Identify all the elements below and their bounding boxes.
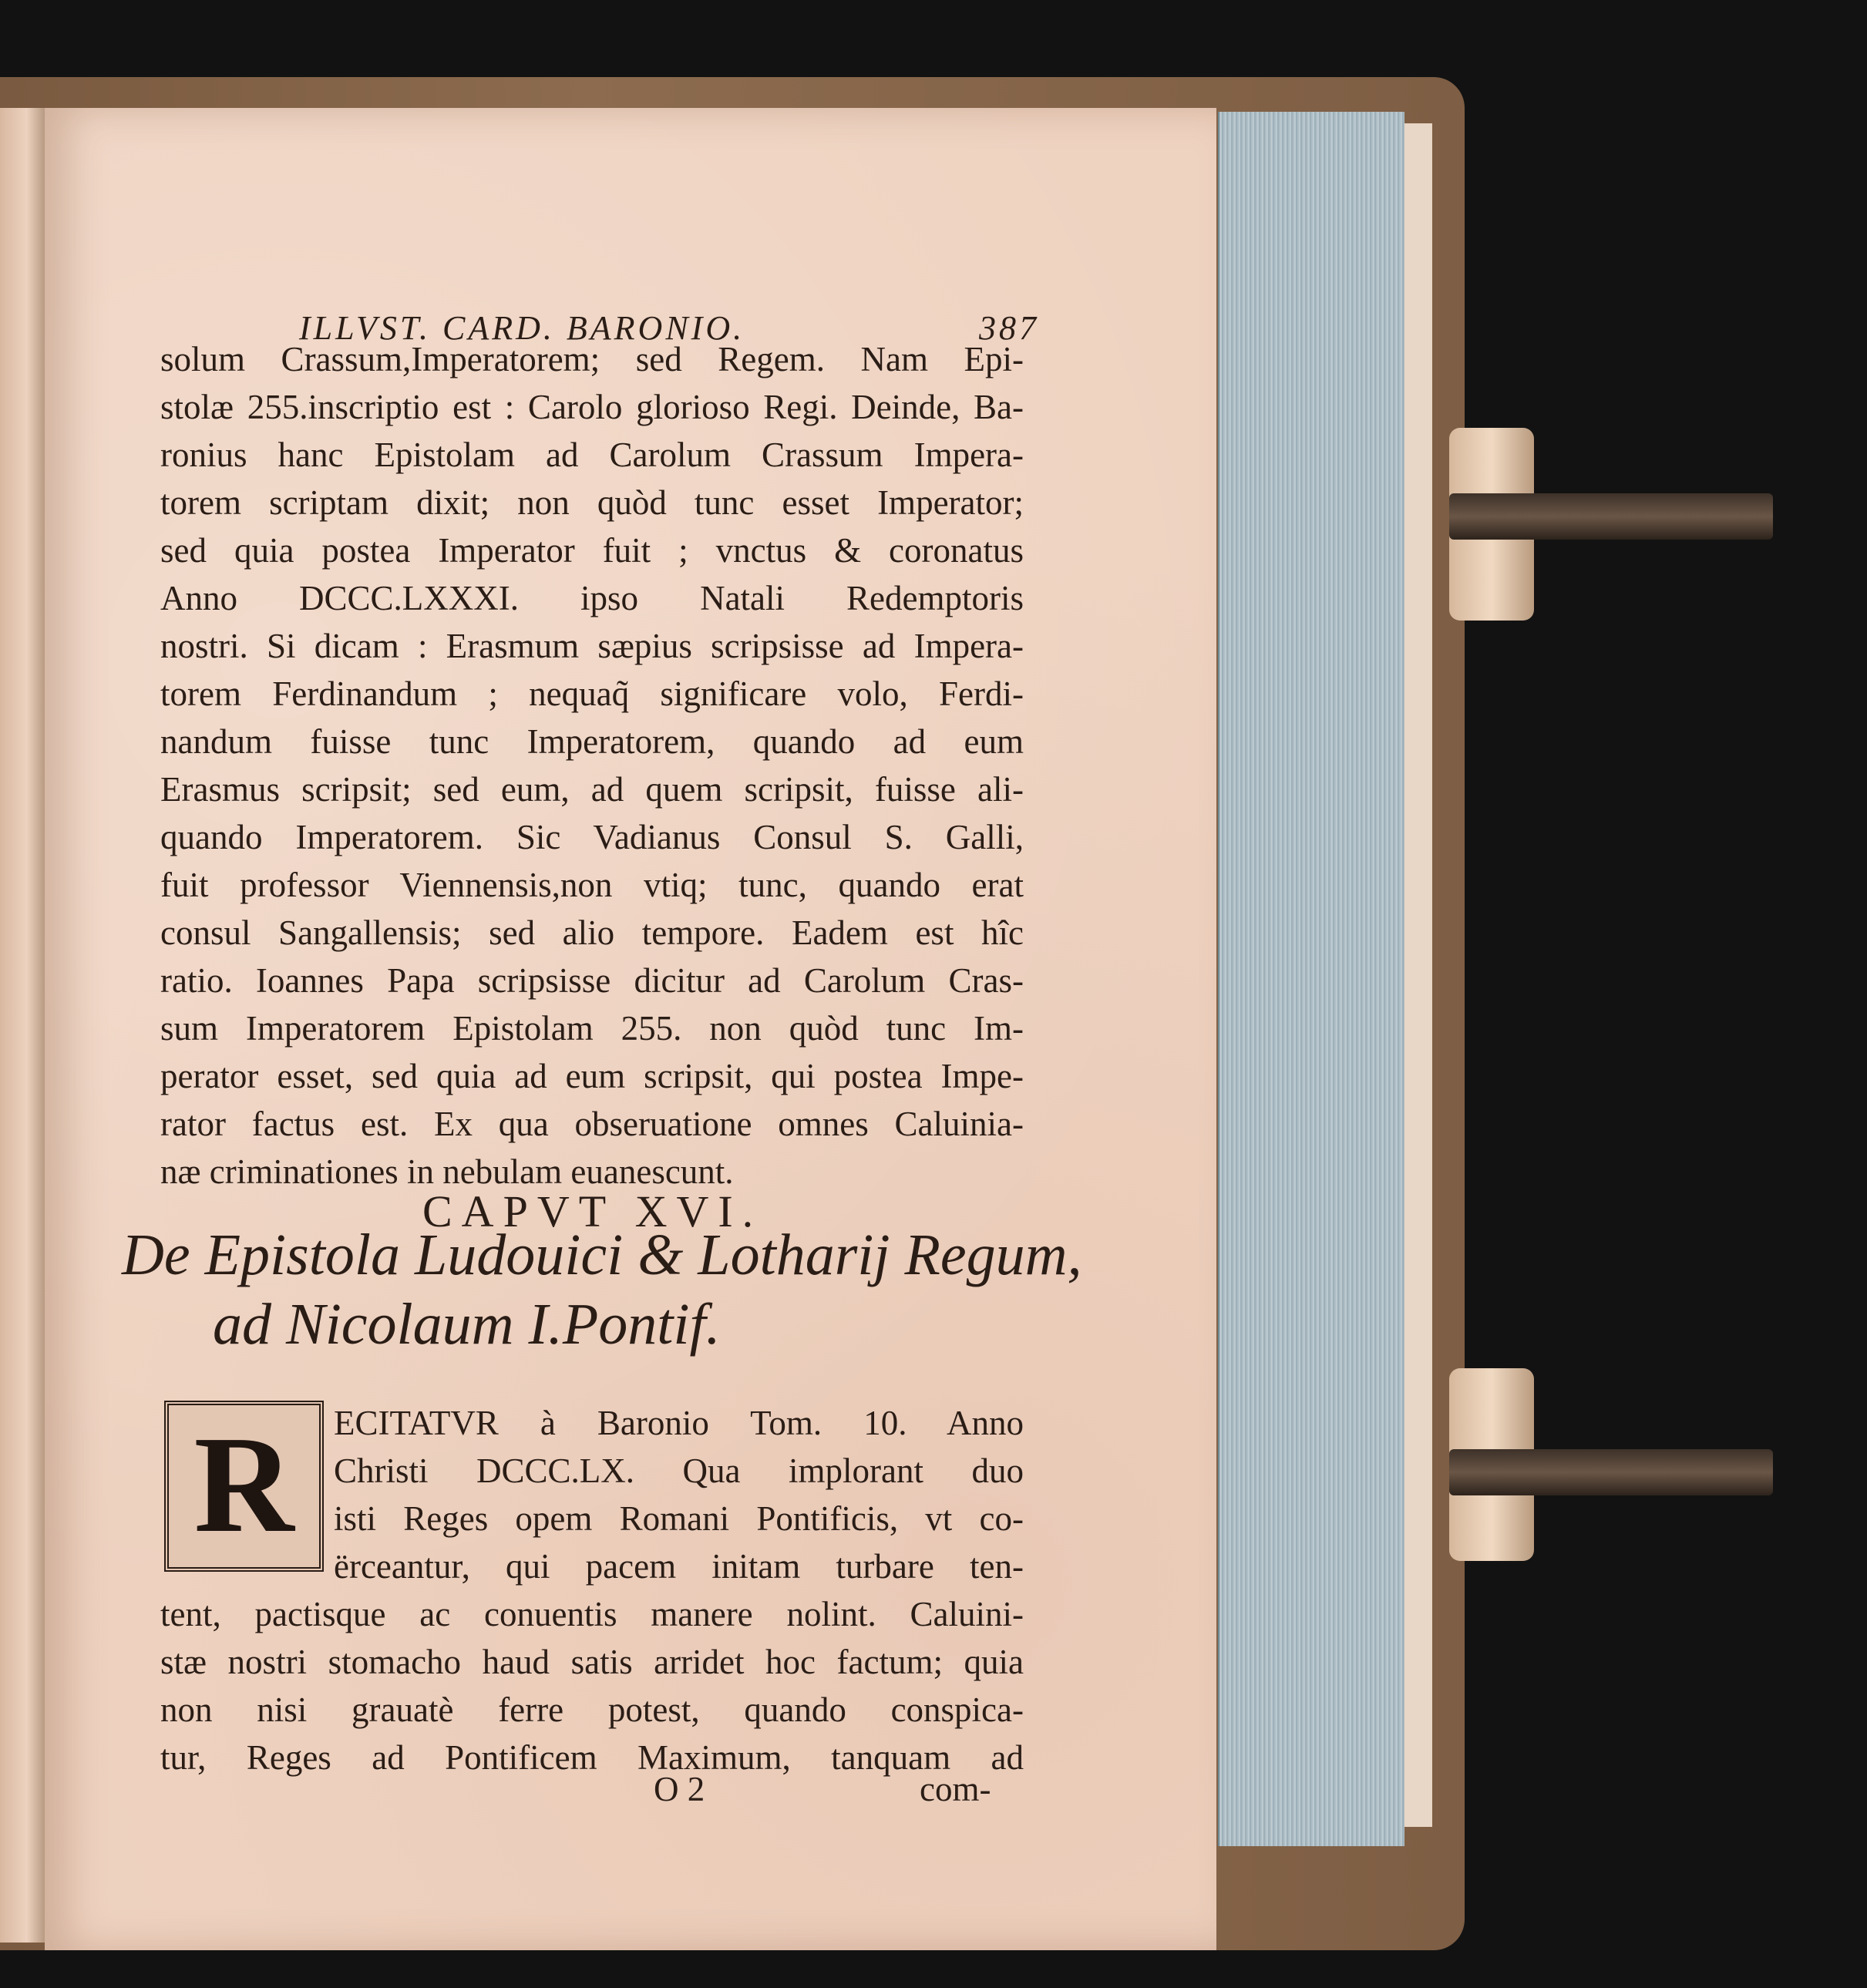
text-line: ECITATVR à Baronio Tom. 10. Anno (334, 1404, 1024, 1442)
book-page (45, 108, 1216, 1950)
text-line: non nisi grauatè ferre potest, quando conspica- (160, 1690, 1024, 1729)
signature-mark: O 2 (654, 1770, 705, 1808)
page-block-edge (1218, 112, 1404, 1846)
text-line: næ criminationes in nebulam euanescunt. (160, 1152, 734, 1191)
text-line: Erasmus scripsit; sed eum, ad quem scripsit, fuisse ali- (160, 770, 1024, 809)
text-line: sed quia postea Imperator fuit ; vnctus & coronatus (160, 531, 1024, 570)
initial-letter: R (193, 1408, 294, 1561)
text-line: Anno DCCC.LXXXI. ipso Natali Redemptoris (160, 579, 1024, 617)
text-line: nandum fuisse tunc Imperatorem, quando ad eum (160, 722, 1024, 761)
text-line: rator factus est. Ex qua obseruatione omnes Caluinia- (160, 1105, 1024, 1143)
text-line: isti Reges opem Romani Pontificis, vt co- (334, 1499, 1024, 1538)
text-line: quando Imperatorem. Sic Vadianus Consul S. Galli, (160, 818, 1024, 856)
page-number: 387 (979, 309, 1039, 347)
text-line: perator esset, sed quia ad eum scripsit, qui postea Impe- (160, 1057, 1024, 1095)
decorated-initial (164, 1401, 324, 1572)
catchword: com- (920, 1770, 991, 1808)
upper-clasp (1449, 493, 1773, 540)
text-line: torem scriptam dixit; non quòd tunc esset Imperator; (160, 483, 1024, 522)
text-line: stolæ 255.inscriptio est : Carolo glorioso Regi. Deinde, Ba- (160, 388, 1024, 426)
chapter-heading: CAPVT XVI. (422, 1186, 763, 1236)
text-line: fuit professor Viennensis,non vtiq; tunc, quando erat (160, 866, 1024, 904)
running-title: ILLVST. CARD. BARONIO. (299, 309, 745, 347)
text-line: ratio. Ioannes Papa scripsisse dicitur ad Carolum Cras- (160, 961, 1024, 1000)
text-line: stæ nostri stomacho haud satis arridet hoc factum; quia (160, 1643, 1024, 1681)
chapter-subtitle-line-1: De Epistola Ludouici & Lotharij Regum, (122, 1223, 1082, 1287)
chapter-subtitle-line-2: ad Nicolaum I.Pontif. (213, 1292, 721, 1357)
page-block-inner (1404, 123, 1432, 1827)
lower-clasp (1449, 1449, 1773, 1495)
text-line: Christi DCCC.LX. Qua implorant duo (334, 1451, 1024, 1490)
text-line: tur, Reges ad Pontificem Maximum, tanquam ad (160, 1738, 1024, 1777)
text-line: nostri. Si dicam : Erasmum sæpius scripsisse ad Impera- (160, 627, 1024, 665)
text-line: consul Sangallensis; sed alio tempore. Eadem est hîc (160, 913, 1024, 952)
text-line: solum Crassum,Imperatorem; sed Regem. Nam Epi- (160, 340, 1024, 378)
text-line: ronius hanc Epistolam ad Carolum Crassum Impera- (160, 436, 1024, 474)
text-line: ërceantur, qui pacem initam turbare ten- (334, 1547, 1024, 1586)
text-line: tent, pactisque ac conuentis manere nolint. Caluini- (160, 1595, 1024, 1633)
left-page-edge (0, 108, 45, 1943)
text-line: sum Imperatorem Epistolam 255. non quòd tunc Im- (160, 1009, 1024, 1048)
text-line: torem Ferdinandum ; nequaq̃ significare volo, Ferdi- (160, 674, 1024, 713)
